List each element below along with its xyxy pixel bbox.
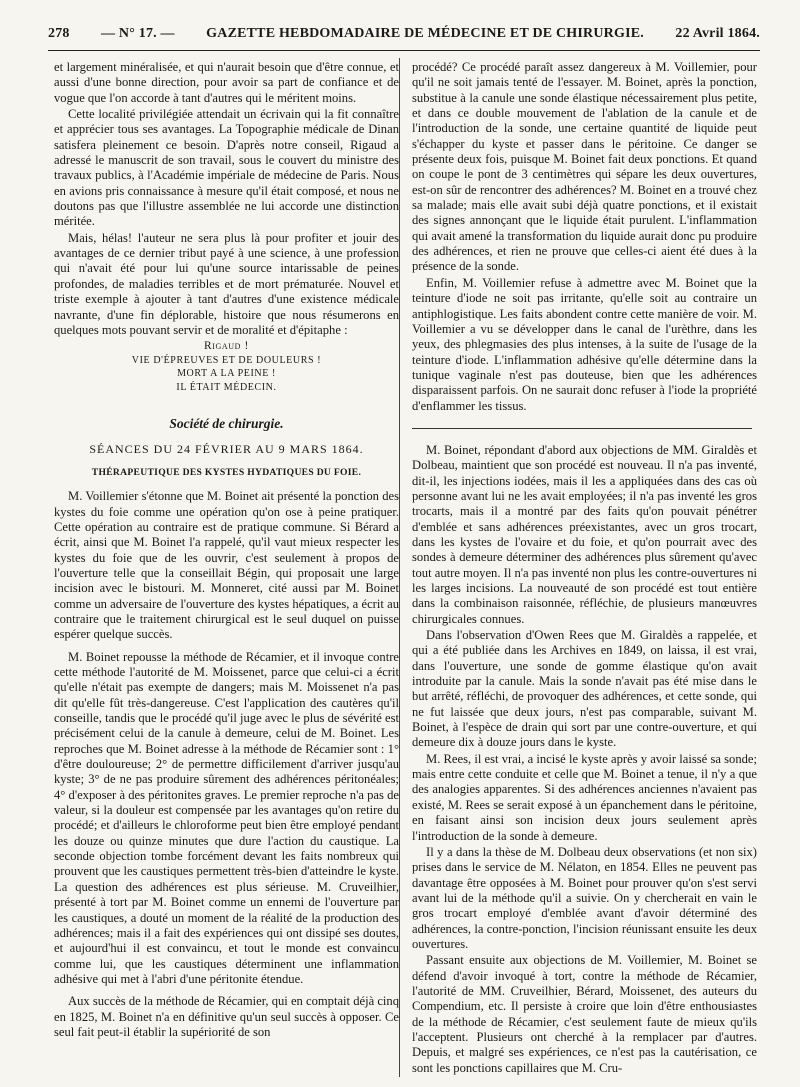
epitaph-line: Rigaud ! — [204, 340, 249, 353]
column-divider — [399, 58, 400, 1077]
paragraph: M. Boinet, répondant d'abord aux objections de MM. Giraldès et Dolbeau, maintient que son procédé est nouveau. Il n'a pas inventé, dit-il, les injections iodées, mais il les a appliquées dans des cas où personne avant lui ne les avait employées; il n'a pas inventé les gros trocarts, mais il a montré par des faits qu'on pouvait pénétrer d'emblée et sans adhérences préexistantes, avec un gros trocart, dans les kystes de l'ovaire et du foie, et qu'on pourrait avec des sondes à demeure déterminer des adhérences plus sûrement qu'avec tout autre moyen. Il n'a pas inventé non plus les contre-ouvertures ni les larges incisions. La nouveauté de son procédé est tout entière dans la combinaison raisonnée, réfléchie, de plusieurs manœuvres chirurgicales connues. — [412, 442, 758, 626]
page-header — [48, 26, 760, 48]
paragraph: Cette localité privilégiée attendait un écrivain qui la fit connaître et apprécier tous ses avantages. La Topographie médicale de Dinan satisfera pleinement ce besoin. D'après notre conseil, Rigaud a adressé le manuscrit de son travail, sous le couvert du ministre des travaux publics, à l'Académie impériale de médecine de Paris. Nous en avions pris connaissance à mesure qu'il était composé, et nous ne doutons pas que l'illustre assemblée ne lui accorde une distinction méritée. — [54, 107, 399, 229]
section-title: Société de chirurgie. — [169, 416, 284, 432]
paragraph: Dans l'observation d'Owen Rees que M. Giraldès a rappelée, et qui a été publiée dans les Archives en 1849, on laissa, il est vrai, dans l'ouverture, une sonde de gomme élastique qu'on avait introduite par la canule. Mais la sonde n'avait pas été mise dans le but arrêté, réfléchi, de provoquer des adhérences, et cette sonde, qui ne fut laissée que deux jours, n'est pas comparable, suivant M. Boinet, à l'espèce de drain qui sort par une contre-ouverture, et qui demeure dix à douze jours dans le kyste. — [412, 628, 757, 750]
journal-title: GAZETTE HEBDOMADAIRE DE MÉDECINE ET DE CHIRURGIE. — [206, 26, 644, 41]
section-rule — [412, 428, 752, 429]
paragraph: procédé? Ce procédé paraît assez dangereux à M. Voillemier, pour qu'il ne soit jamais tenté de l'essayer. M. Boinet, après la ponction, substitue à la canule une sonde élastique nécessairement plus petite, et dans ce double mouvement de l'ablation de la canule et de l'introduction de la sonde, une certaine quantité de liquide peut s'échapper du kyste et passer dans le péritoine. Ce danger se présente deux fois, puisque M. Boinet fait deux ponctions. Et quand on coupe le pont de 3 centimètres qui sépare les deux ouvertures, est-on sûr de rencontrer des adhérences? M. Boinet en a trouvé chez sa malade; mais elle avait subi déjà quatre ponctions, et il existait des signes annonçant que le liquide était purulent. L'inflammation qui avait amené la transformation du liquide aurait donc pu produire des adhérences, et rien ne prouve que celles-ci aient été dues à la présence de la sonde. — [412, 60, 757, 274]
page-number: 278 — [48, 26, 70, 41]
epitaph-line: VIE D'ÉPREUVES ET DE DOULEURS ! — [131, 354, 322, 366]
right-column — [412, 60, 757, 1077]
paragraph: M. Voillemier s'étonne que M. Boinet ait présenté la ponction des kystes du foie comme une opération qu'on ose à peine pratiquer. Cette opération au contraire est de pratique commune. Si Bérard a écrit, ainsi que M. Boinet l'a rappelé, qu'il vaut mieux respecter les kystes du foie que de les ouvrir, c'est seulement à propos de l'ouverture telle que la conseillait Bégin, qui proposait une large incision avec le bistouri. M. Monneret, cité aussi par M. Boinet comme un adversaire de l'ouverture des kystes hépatiques, a écrit au contraire que le traitement chirurgical est le seul duquel on puisse espérer quelque succès. — [54, 489, 399, 642]
paragraph: M. Boinet repousse la méthode de Récamier, et il invoque contre cette méthode l'autorité de M. Moissenet, parce que celui-ci a écrit qu'elle n'était pas exempte de dangers; mais M. Moissenet n'a pas dit qu'elle fût très-dangereuse. C'est l'application des cautères qu'il conseille, tandis que le procédé qu'il juge avec le plus de sévérité est précisément celui de la canule à demeure, celui de M. Boinet. Les reproches que M. Boinet adresse à la méthode de Récamier sont : 1° d'être douloureuse; 2° de permettre difficilement d'arriver jusqu'au kyste; 3° de ne pas produire sûrement des adhérences péritonéales; 4° d'exposer à des péritonites graves. Le premier reproche n'a pas de valeur, si la douleur est compensée par les avantages qu'on retire du procédé; et d'ailleurs le chloroforme peut bien être employé pendant les douze ou quinze minutes que dure l'action du caustique. La seconde objection tombe forcément devant les faits nombreux qui prouvent que les caustiques permettent très-bien d'atteindre le kyste. La question des adhérences est plus sérieuse. M. Cruveilhier, présenté à tort par M. Boinet comme un ennemi de l'ouverture par les caustiques, a douté un moment de la réalité de la production des adhérences; mais il a fait des expériences qui ont dissipé ses doutes, et aujourd'hui il est convaincu, et tout le monde est convaincu comme lui, que les caustiques déterminent une inflammation adhésive qui met à l'abri d'une péritonite étendue. — [54, 649, 399, 986]
left-column — [54, 60, 399, 1041]
paragraph: Enfin, M. Voillemier refuse à admettre avec M. Boinet que la teinture d'iode ne soit pas irritante, qu'elle soit au contraire un antiphlogistique. Les faits abondent contre cette manière de voir. M. Voillemier a vu se développer dans le canal de l'urèthre, dans les yeux, des phlegmasies des plus intenses, à la suite de l'usage de la teinture d'iode. L'inflammation adhésive qu'elle détermine dans la tunique vaginale n'est pas douteuse, bien que les adhérences disparaissent parfois. On ne saurait donc refuser à l'iode la propriété d'enflammer les tissus. — [412, 275, 757, 413]
section-sessions: SÉANCES DU 24 FÉVRIER AU 9 MARS 1864. — [89, 441, 364, 456]
epitaph — [54, 340, 399, 394]
epitaph-line: IL ÉTAIT MÉDECIN. — [176, 381, 277, 393]
epitaph-line: MORT A LA PEINE ! — [177, 368, 276, 380]
section-topic: THÉRAPEUTIQUE DES KYSTES HYDATIQUES DU FOIE. — [91, 466, 362, 478]
issue-date: 22 Avril 1864. — [675, 26, 760, 41]
paragraph: Mais, hélas! l'auteur ne sera plus là pour profiter et jouir des avantages de ce dernier tribut payé à une science, à une profession qui n'avait été pour lui qu'une source intarissable de peines profondes, de maladies terribles et de mort prématurée. Nouvel et triste exemple à ajouter à tant d'autres d'une existence médicale navrante, d'une fin déplorable, histoire que nous résumerons en quelques mots pouvant servir et de moralité et d'épitaphe : — [54, 230, 399, 337]
paragraph: M. Rees, il est vrai, a incisé le kyste après y avoir laissé sa sonde; mais entre cette conduite et celle que M. Boinet a tenue, il n'y a que des analogies apparentes. Si des adhérences anciennes n'avaient pas existé, M. Rees se serait exposé à un épanchement dans le péritoine, en faisant ainsi son incision deux jours seulement après l'introduction de la sonde à demeure. — [412, 751, 757, 843]
paragraph: Il y a dans la thèse de M. Dolbeau deux observations (et non six) prises dans le service de M. Nélaton, en 1854. Elles ne peuvent pas davantage être opposées à M. Boinet pour prouver qu'on s'est servi avant lui de la méthode qu'il a suivie. On y chercherait en vain le gros trocart employé d'emblée avant d'avoir déterminé des adhérences, la contre-ponction, l'incision réunissant ensuite les deux ouvertures. — [412, 844, 757, 951]
header-rule — [48, 50, 760, 51]
paragraph: Aux succès de la méthode de Récamier, qui en comptait déjà cinq en 1825, M. Boinet n'a en définitive qu'un seul succès à opposer. Ce seul fait peut-il établir la supériorité de son — [54, 994, 400, 1039]
paragraph: Passant ensuite aux objections de M. Voillemier, M. Boinet se défend d'avoir invoqué à tort, contre la méthode de Récamier, l'autorité de MM. Cruveilhier, Bérard, Moissenet, des auteurs du Compendium, etc. Il persiste à croire que loin d'être enthousiastes de la méthode de Récamier, c'est seulement faute de mieux qu'ils l'acceptent. Plusieurs ont cherché à la remplacer par d'autres. Depuis, et malgré ses expériences, ce n'est pas la cautérisation, ce sont les ponctions capillaires que M. Cru- — [412, 953, 757, 1075]
paragraph: et largement minéralisée, et qui n'aurait besoin que d'être connue, et aussi d'une bonne direction, pour avoir sa part de confiance et de vogue que l'on accorde à tant d'autres qui le méritent moins. — [54, 60, 399, 105]
issue-number: — N° 17. — — [101, 26, 175, 41]
